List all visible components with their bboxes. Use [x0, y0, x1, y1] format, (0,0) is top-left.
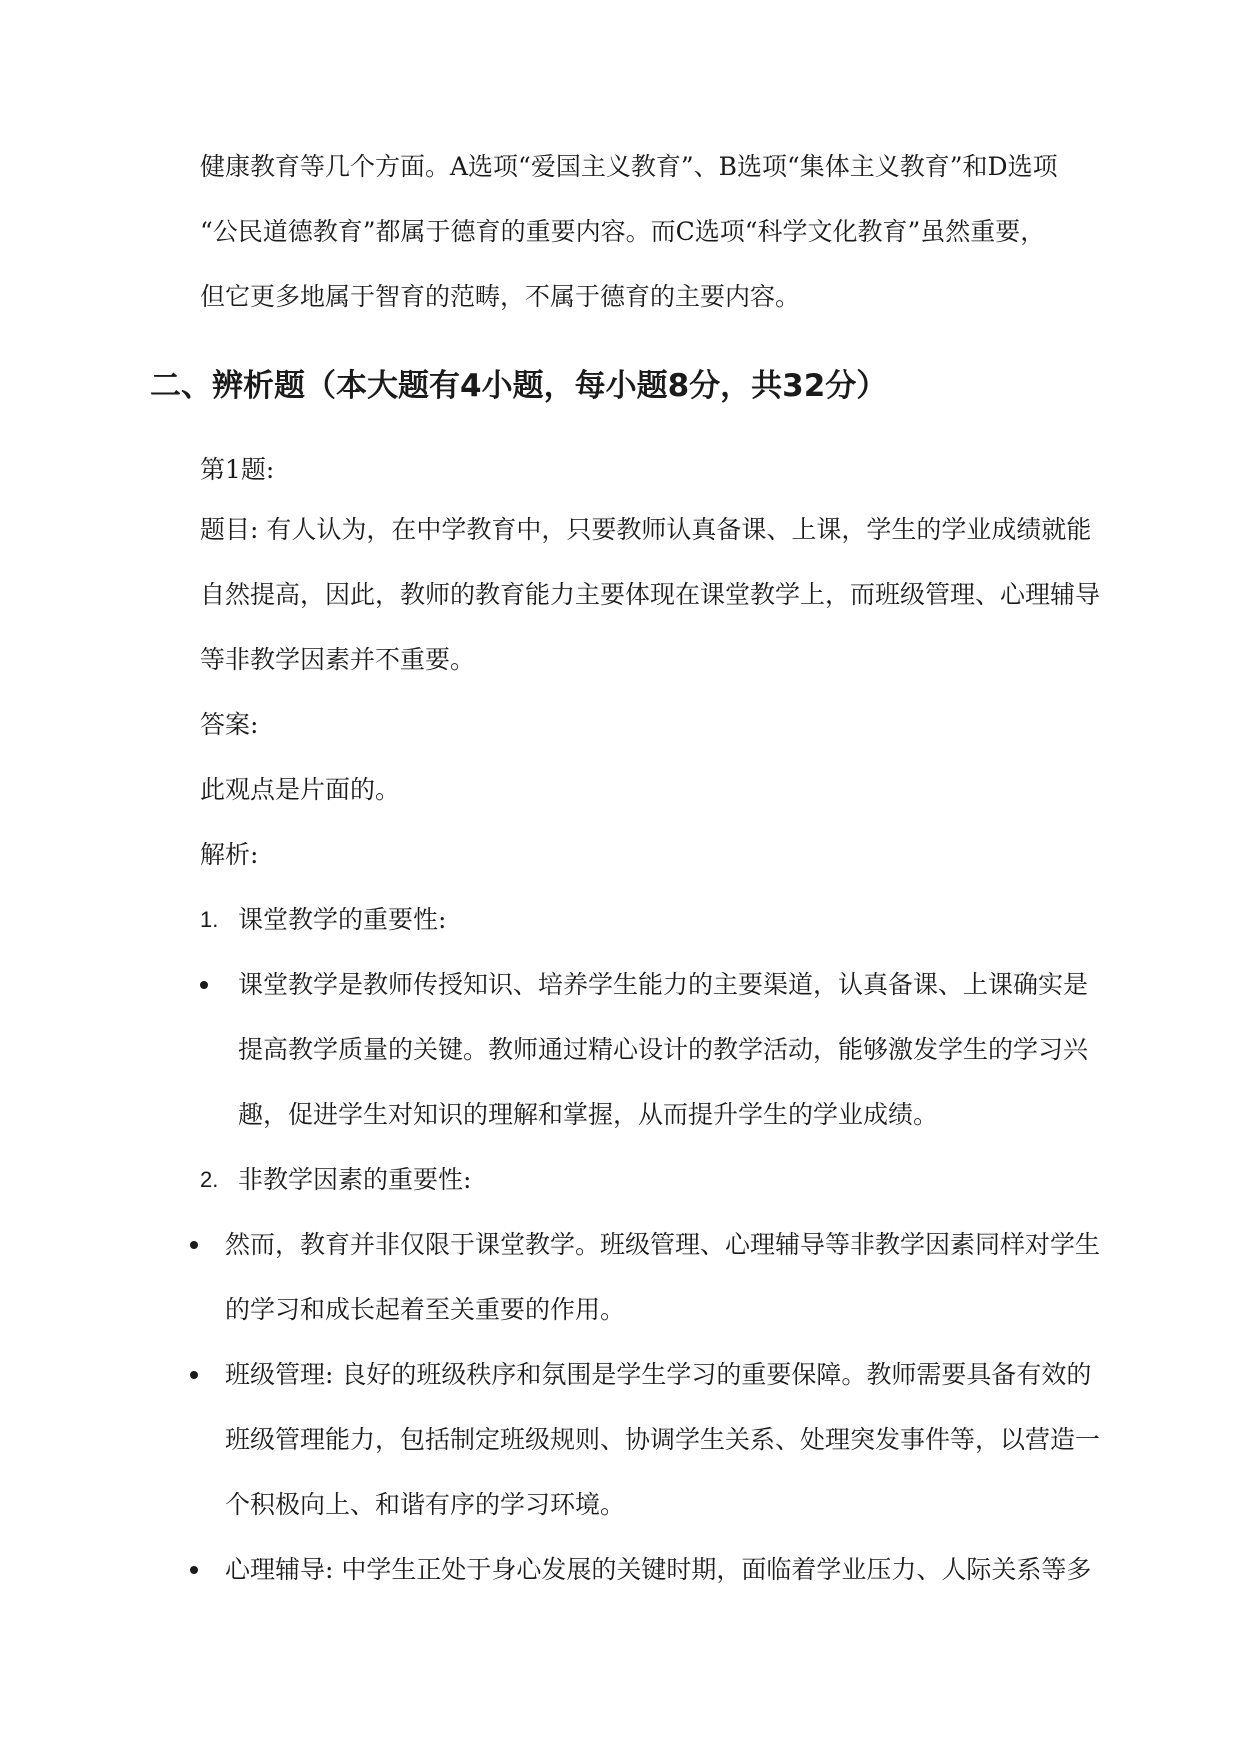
- intro-line-1: 健康教育等几个方面。A选项“爱国主义教育”、B选项“集体主义教育”和D选项: [200, 152, 1058, 181]
- point2-bullet2-line-3: 个积极向上、和谐有序的学习环境。: [225, 1490, 626, 1519]
- point2-title: 非教学因素的重要性:: [238, 1165, 472, 1194]
- point2-bullet2-line-2: 班级管理能力，包括制定班级规则、协调学生关系、处理突发事件等，以营造一: [225, 1425, 1101, 1454]
- section-heading: 二、辨析题（本大题有4小题，每小题8分，共32分）: [150, 368, 888, 404]
- point2-bullet1-line-2: 的学习和成长起着至关重要的作用。: [225, 1295, 626, 1324]
- point2-bullet1-line-1: 然而，教育并非仅限于课堂教学。班级管理、心理辅导等非教学因素同样对学生: [225, 1230, 1101, 1259]
- intro-line-2: “公民道德教育”都属于德育的重要内容。而C选项“科学文化教育”虽然重要，: [200, 217, 1046, 246]
- point1-number: 1.: [200, 907, 219, 932]
- point2-bullet3-line-1: 心理辅导: 中学生正处于身心发展的关键时期，面临着学业压力、人际关系等多: [225, 1555, 1092, 1584]
- question-number-label: 第1题:: [200, 455, 275, 484]
- answer-text: 此观点是片面的。: [200, 775, 401, 804]
- bullet-dot-icon: [200, 981, 208, 989]
- point2-number: 2.: [200, 1167, 219, 1192]
- intro-line-3: 但它更多地属于智育的范畴，不属于德育的主要内容。: [200, 282, 801, 311]
- question-prompt-line-3: 等非教学因素并不重要。: [200, 645, 476, 674]
- bullet-dot-icon: [190, 1241, 198, 1249]
- question-prompt-line-1: 题目: 有人认为，在中学教育中，只要教师认真备课、上课，学生的学业成绩就能: [200, 515, 1092, 544]
- answer-label: 答案:: [200, 710, 259, 739]
- point1-bullet-line-1: 课堂教学是教师传授知识、培养学生能力的主要渠道，认真备课、上课确实是: [238, 970, 1089, 999]
- point1-bullet-line-2: 提高教学质量的关键。教师通过精心设计的教学活动，能够激发学生的学习兴: [238, 1035, 1089, 1064]
- point2-bullet2-line-1: 班级管理: 良好的班级秩序和氛围是学生学习的重要保障。教师需要具备有效的: [225, 1360, 1092, 1389]
- question-prompt-line-2: 自然提高，因此，教师的教育能力主要体现在课堂教学上，而班级管理、心理辅导: [200, 580, 1101, 609]
- bullet-dot-icon: [190, 1566, 198, 1574]
- analysis-label: 解析:: [200, 840, 259, 869]
- point1-bullet-line-3: 趣，促进学生对知识的理解和掌握，从而提升学生的学业成绩。: [238, 1100, 939, 1129]
- bullet-dot-icon: [190, 1371, 198, 1379]
- point1-title: 课堂教学的重要性:: [238, 905, 447, 934]
